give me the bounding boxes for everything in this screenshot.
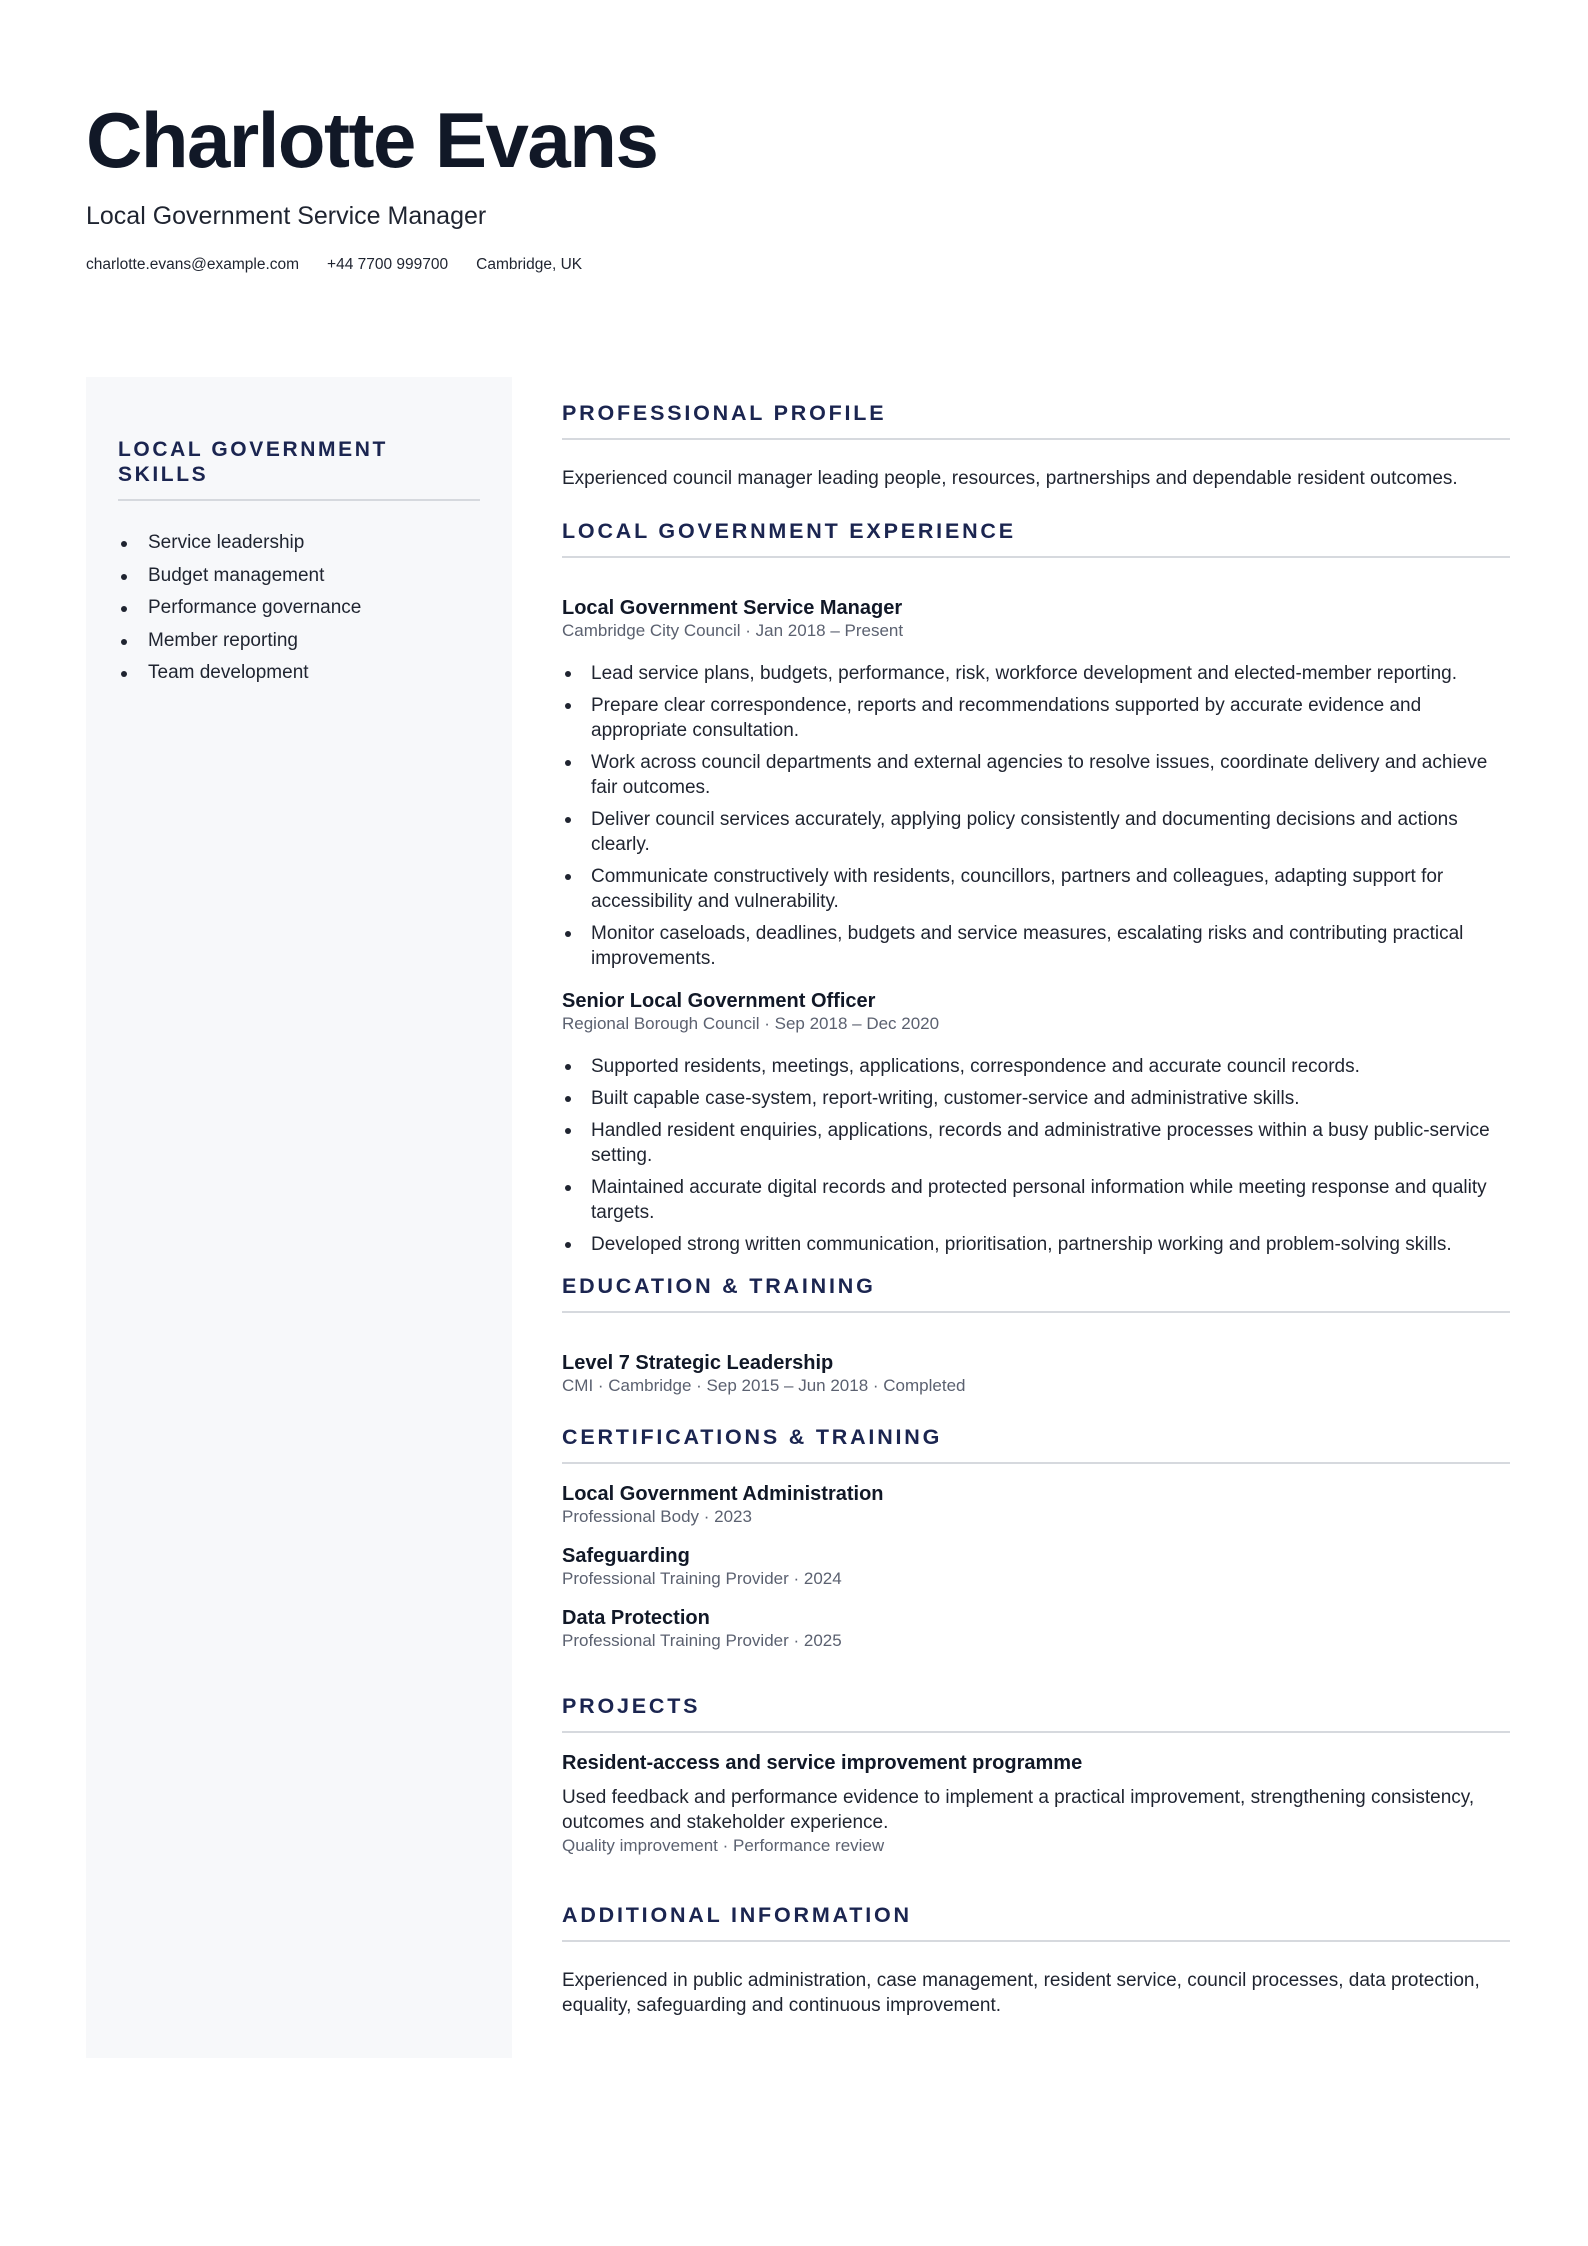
skill-item: Service leadership (118, 531, 480, 555)
job-bullet: Developed strong written communication, prioritisation, partnership working and problem-solving skills. (562, 1232, 1510, 1257)
job-bullet: Communicate constructively with residents, councillors, partners and colleagues, adapting support for accessibility and vulnerability. (562, 864, 1510, 914)
main-column (562, 400, 1510, 2018)
project-tags: Quality improvement · Performance review (562, 1836, 885, 1855)
profile-text: Experienced council manager leading people, resources, partnerships and dependable resident outcomes. (562, 468, 1458, 489)
job-entry (562, 596, 1510, 971)
job-bullet: Lead service plans, budgets, performance, risk, workforce development and elected-member reporting. (562, 661, 1510, 686)
profile-section (562, 400, 1510, 491)
job-bullet: Maintained accurate digital records and protected personal information while meeting response and quality targets. (562, 1175, 1510, 1225)
job-bullet: Prepare clear correspondence, reports and recommendations supported by accurate evidence and appropriate consultation. (562, 693, 1510, 743)
job-bullet: Supported residents, meetings, applications, correspondence and accurate council records. (562, 1054, 1510, 1079)
additional-section (562, 1902, 1510, 2018)
contact-location: Cambridge, UK (476, 256, 583, 273)
projects-section (562, 1693, 1510, 1856)
job-meta: Regional Borough Council · Sep 2018 – Dec 2020 (562, 1014, 940, 1033)
certification-meta: Professional Body · 2023 (562, 1507, 752, 1526)
education-title: Level 7 Strategic Leadership (562, 1352, 834, 1374)
job-meta: Cambridge City Council · Jan 2018 – Present (562, 621, 904, 640)
additional-text: Experienced in public administration, case management, resident service, council processes, data protection, equality, safeguarding and continuous improvement. (562, 1970, 1480, 2016)
job-bullet: Work across council departments and external agencies to resolve issues, coordinate delivery and achieve fair outcomes. (562, 750, 1510, 800)
profile-heading: PROFESSIONAL PROFILE (562, 400, 1510, 440)
certification-title: Safeguarding (562, 1545, 690, 1567)
experience-section (562, 518, 1510, 1257)
resume-header (86, 96, 1506, 274)
projects-heading: PROJECTS (562, 1693, 1510, 1733)
skills-list (118, 531, 480, 685)
experience-heading: LOCAL GOVERNMENT EXPERIENCE (562, 518, 1510, 558)
certifications-heading: CERTIFICATIONS & TRAINING (562, 1424, 1510, 1464)
skill-item: Performance governance (118, 596, 480, 620)
sidebar (86, 377, 512, 2058)
certification-entry (562, 1606, 1510, 1651)
education-entry (562, 1351, 1510, 1396)
job-bullet: Built capable case-system, report-writing, customer-service and administrative skills. (562, 1086, 1510, 1111)
job-title: Local Government Service Manager (562, 597, 903, 619)
job-title: Senior Local Government Officer (562, 990, 876, 1012)
job-bullet: Handled resident enquiries, applications, records and administrative processes within a busy public-service setting. (562, 1118, 1510, 1168)
candidate-title: Local Government Service Manager (86, 202, 487, 230)
certification-entry (562, 1482, 1510, 1527)
skills-heading: LOCAL GOVERNMENT SKILLS (118, 437, 480, 501)
skill-item: Budget management (118, 564, 480, 588)
candidate-name: Charlotte Evans (86, 96, 658, 184)
certification-meta: Professional Training Provider · 2025 (562, 1631, 842, 1650)
job-bullets (562, 1054, 1510, 1257)
job-bullets (562, 661, 1510, 971)
contact-email: charlotte.evans@example.com (86, 256, 300, 273)
skill-item: Team development (118, 661, 480, 685)
education-heading: EDUCATION & TRAINING (562, 1273, 1510, 1313)
project-entry (562, 1751, 1510, 1856)
project-title: Resident-access and service improvement programme (562, 1752, 1083, 1774)
certifications-section (562, 1424, 1510, 1651)
certification-meta: Professional Training Provider · 2024 (562, 1569, 842, 1588)
additional-heading: ADDITIONAL INFORMATION (562, 1902, 1510, 1942)
job-bullet: Deliver council services accurately, applying policy consistently and documenting decisions and actions clearly. (562, 807, 1510, 857)
certification-title: Data Protection (562, 1607, 710, 1629)
contact-phone: +44 7700 999700 (327, 256, 449, 273)
certification-title: Local Government Administration (562, 1483, 884, 1505)
contact-line (86, 256, 1506, 274)
certification-entry (562, 1544, 1510, 1589)
skill-item: Member reporting (118, 629, 480, 653)
project-description: Used feedback and performance evidence to implement a practical improvement, strengthening consistency, outcomes and stakeholder experience. (562, 1787, 1475, 1833)
education-section (562, 1273, 1510, 1396)
education-meta: CMI · Cambridge · Sep 2015 – Jun 2018 · Completed (562, 1376, 966, 1395)
job-entry (562, 989, 1510, 1257)
job-bullet: Monitor caseloads, deadlines, budgets and service measures, escalating risks and contributing practical improvements. (562, 921, 1510, 971)
